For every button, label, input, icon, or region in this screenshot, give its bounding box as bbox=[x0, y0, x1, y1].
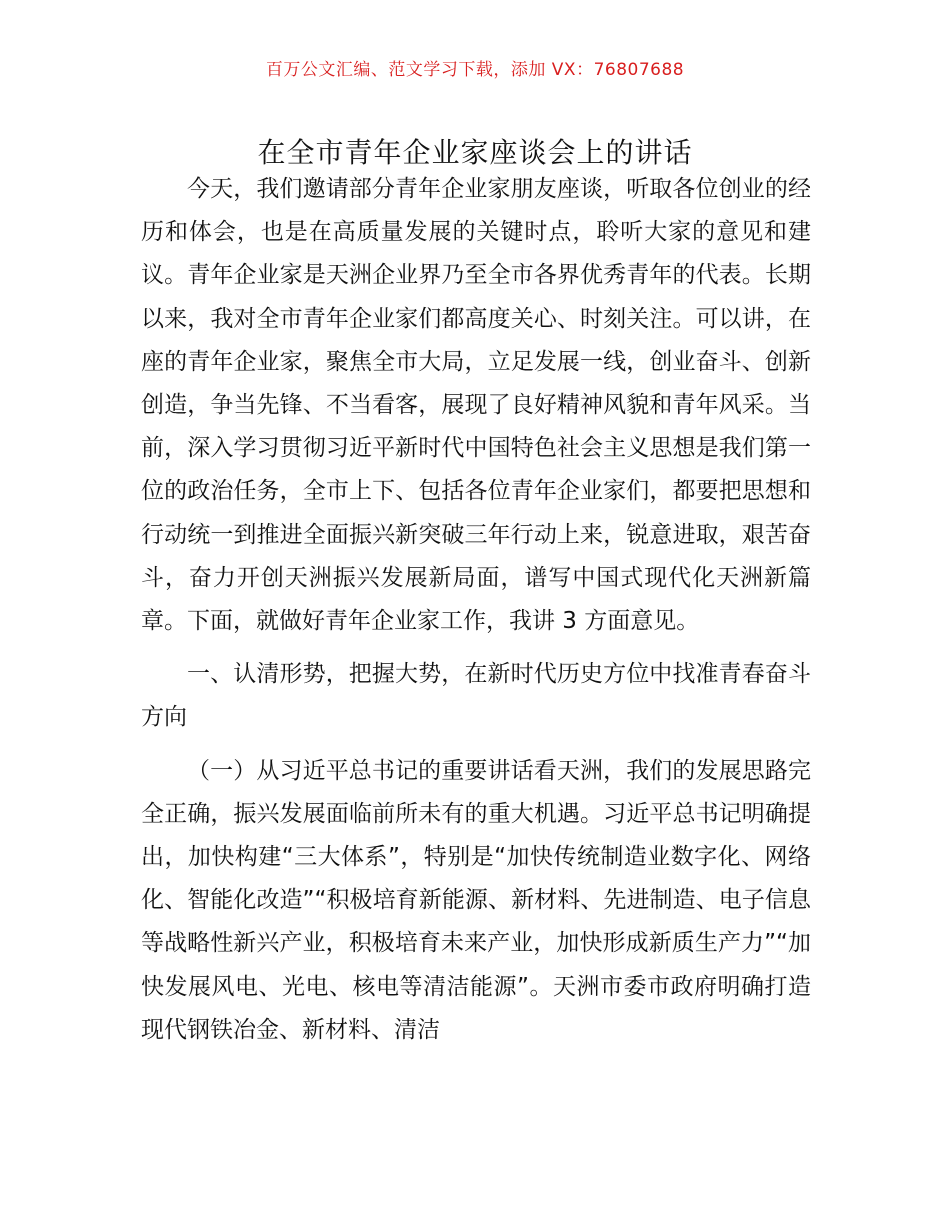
document-title: 在全市青年企业家座谈会上的讲话 bbox=[257, 135, 693, 169]
paragraph-subsection-1: （一）从习近平总书记的重要讲话看天洲，我们的发展思路完全正确，振兴发展面临前所未有的重大机遇。习近平总书记明确提出，加快构建“三大体系”，特别是“加快传统制造业数字化、网络化、智能化改造”“积极培育新能源、新材料、先进制造、电子信息等战略性新兴产业，积极培育未来产业，加快形成新质生产力”“加快发展风电、光电、核电等清洁能源”。天洲市委市政府明确打造现代钢铁冶金、新材料、清洁 bbox=[141, 757, 811, 1043]
paragraph-opening: 今天，我们邀请部分青年企业家朋友座谈，听取各位创业的经历和体会，也是在高质量发展的关键时点，聆听大家的意见和建议。青年企业家是天洲企业界乃至全市各界优秀青年的代表。长期以来，我对全市青年企业家们都高度关心、时刻关注。可以讲，在座的青年企业家，聚焦全市大局，立足发展一线，创业奋斗、创新创造，争当先锋、不当看客，展现了良好精神风貌和青年风采。当前，深入学习贯彻习近平新时代中国特色社会主义思想是我们第一位的政治任务，全市上下、包括各位青年企业家们，都要把思想和行动统一到推进全面振兴新突破三年行动上来，锐意进取，艰苦奋斗，奋力开创天洲振兴发展新局面，谱写中国式现代化天洲新篇章。下面，就做好青年企业家工作，我讲 3 方面意见。 bbox=[141, 176, 811, 635]
header-watermark-note: 百万公文汇编、范文学习下载，添加 VX：76807688 bbox=[265, 60, 685, 80]
paragraph-section-heading-1: 一、认清形势，把握大势，在新时代历史方位中找准青春奋斗方向 bbox=[141, 661, 811, 731]
document-body bbox=[141, 168, 811, 1052]
